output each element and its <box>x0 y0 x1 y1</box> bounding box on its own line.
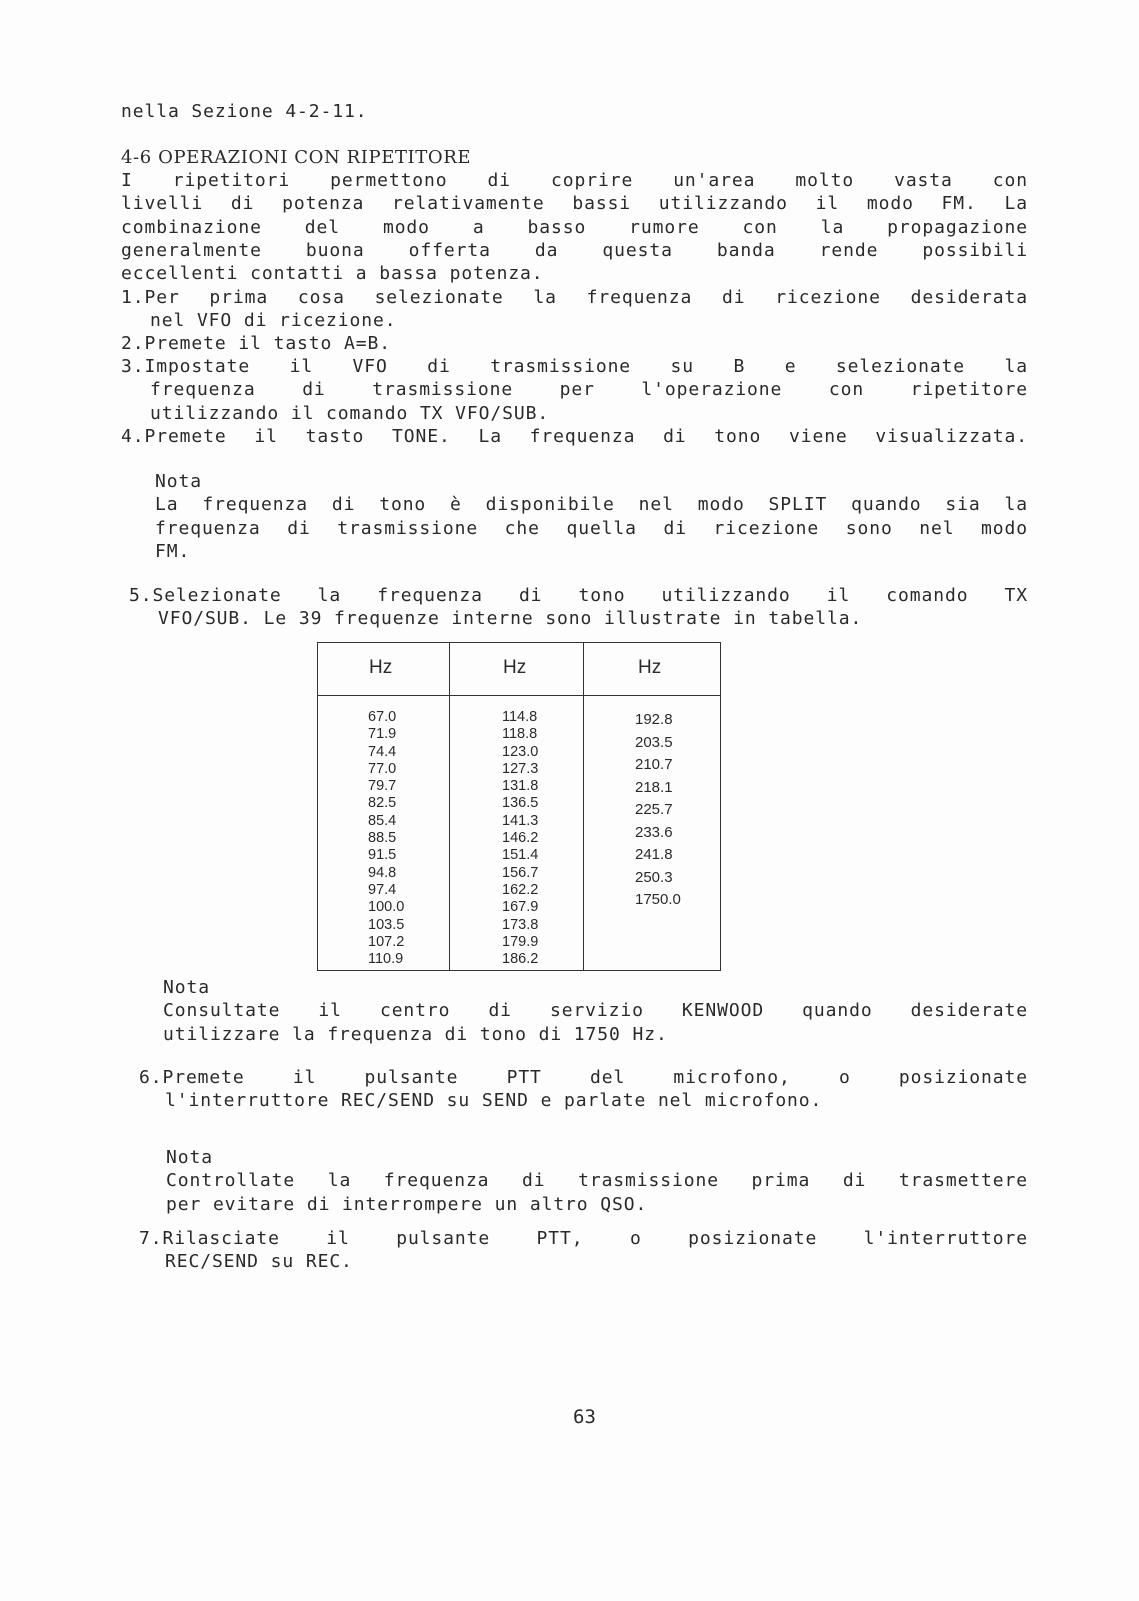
note-2: Nota Consultate il centro di servizio KENWOOD quando desiderate utilizzare la frequenza di tono di 1750 Hz. <box>163 977 1028 1045</box>
step-3: 3.Impostate il VFO di trasmissione su B e selezionate la frequenza di trasmissione per l'operazione con ripetitore utilizzando il comando TX VFO/SUB. <box>121 356 1028 424</box>
table-cell: 79.7 <box>368 778 397 795</box>
table-cell: 103.5 <box>368 916 405 933</box>
step-6: 6.Premete il pulsante PTT del microfono, o posizionate l'interruttore REC/SEND su SEND e parlate nel microfono. <box>139 1067 1028 1112</box>
table-cell: 151.4 <box>502 847 539 864</box>
table-cell: 218.1 <box>635 778 673 796</box>
table-cell: 173.8 <box>502 916 539 933</box>
table-cell: 114.8 <box>502 709 538 725</box>
table-cell: 74.4 <box>368 743 397 760</box>
table-cell: 131.8 <box>502 778 539 795</box>
table-cell: 136.5 <box>502 795 539 812</box>
table-column-1 <box>368 709 404 968</box>
table-cell: 123.0 <box>502 743 539 760</box>
step-2: 2.Premete il tasto A=B. <box>121 333 391 354</box>
table-cell: 100.0 <box>368 899 405 916</box>
table-cell: 71.9 <box>368 726 397 743</box>
table-cell: 1750.0 <box>635 891 681 908</box>
step-4: 4.Premete il tasto TONE. La frequenza di tono viene visualizzata. <box>121 426 1028 447</box>
table-cell: 127.3 <box>502 760 539 777</box>
note-1: Nota La frequenza di tono è disponibile nel modo SPLIT quando sia la frequenza di trasmissione che quella di ricezione sono nel modo FM. <box>155 471 1028 562</box>
table-cell: 88.5 <box>368 830 397 847</box>
table-column-2 <box>502 709 538 968</box>
note-3: Nota Controllate la frequenza di trasmissione prima di trasmettere per evitare di interrompere un altro QSO. <box>166 1147 1028 1215</box>
page-number: 63 <box>573 1406 596 1428</box>
table-cell: 118.8 <box>502 726 538 743</box>
table-cell: 186.2 <box>502 951 539 968</box>
column-divider <box>583 643 584 970</box>
table-cell: 162.2 <box>502 881 539 898</box>
intro-paragraph: I ripetitori permettono di coprire un'area molto vasta con livelli di potenza relativamente bassi utilizzando il modo FM. La combinazione del modo a basso rumore con la propagazione generalmente buona offerta da questa banda rende possibili eccellenti contatti a bassa potenza. <box>121 170 1028 285</box>
table-cell: 225.7 <box>635 801 673 818</box>
table-cell: 156.7 <box>502 864 539 881</box>
table-cell: 91.5 <box>368 847 397 864</box>
table-cell: 241.8 <box>635 846 673 863</box>
table-header-cell: Hz <box>638 657 662 678</box>
table-cell: 233.6 <box>635 823 673 841</box>
table-cell: 110.9 <box>368 951 404 968</box>
note-title: Nota <box>163 977 210 998</box>
table-header-cell: Hz <box>369 657 393 678</box>
table-header-cell: Hz <box>503 657 527 678</box>
step-7: 7.Rilasciate il pulsante PTT, o posizionate l'interruttore REC/SEND su REC. <box>139 1228 1028 1273</box>
table-cell: 67.0 <box>368 709 397 725</box>
table-cell: 77.0 <box>368 760 397 777</box>
table-cell: 94.8 <box>368 864 397 881</box>
table-cell: 82.5 <box>368 795 397 812</box>
table-cell: 167.9 <box>502 899 539 916</box>
table-cell: 107.2 <box>368 933 405 950</box>
table-cell: 210.7 <box>635 756 673 773</box>
column-divider <box>449 643 450 970</box>
step-5: 5.Selezionate la frequenza di tono utilizzando il comando TX VFO/SUB. Le 39 frequenze interne sono illustrate in tabella. <box>129 585 1028 630</box>
table-column-3 <box>635 709 681 912</box>
table-cell: 97.4 <box>368 881 397 898</box>
table-cell: 146.2 <box>502 830 539 847</box>
table-cell: 250.3 <box>635 868 673 886</box>
tone-frequency-table <box>317 642 721 971</box>
note-title: Nota <box>155 471 202 492</box>
table-cell: 141.3 <box>502 812 539 829</box>
table-cell: 179.9 <box>502 933 539 950</box>
table-cell: 85.4 <box>368 812 397 829</box>
table-cell: 192.8 <box>635 711 673 728</box>
table-cell: 203.5 <box>635 733 673 751</box>
note-title: Nota <box>166 1147 213 1168</box>
section-title: 4-6 OPERAZIONI CON RIPETITORE <box>121 147 472 168</box>
step-1: 1.Per prima cosa selezionate la frequenza di ricezione desiderata nel VFO di ricezione. <box>121 287 1028 332</box>
section-reference: nella Sezione 4-2-11. <box>121 101 368 122</box>
